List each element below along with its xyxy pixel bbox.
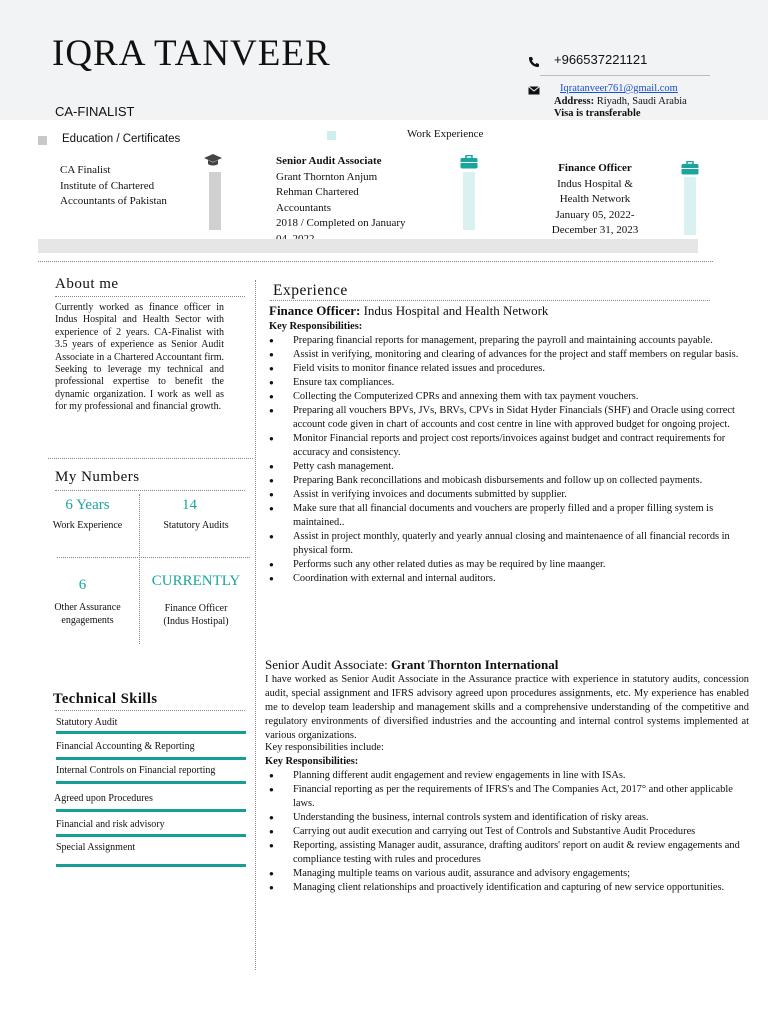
education-heading: Education / Certificates <box>62 133 181 145</box>
skills-heading: Technical Skills <box>53 691 158 707</box>
education-line: CA Finalist <box>60 164 111 176</box>
phone-number[interactable]: +966537221121 <box>554 52 648 67</box>
number-label-line: Other Assurance <box>54 602 121 613</box>
candidate-title: CA-FINALIST <box>55 104 135 119</box>
list-item: ● Assist in project monthly, quaterly and yearly annual closing and maintenaence of all financial records in physical form. <box>266 530 746 558</box>
list-item: ● Coordination with external and internal auditors. <box>266 572 746 586</box>
list-item: ● Collecting the Computerized CPRs and annexing them with tax payment vouchers. <box>266 390 746 404</box>
skill-item: Financial Accounting & Reporting <box>56 741 195 752</box>
candidate-name: IQRA TANVEER <box>52 33 331 74</box>
job2-line: January 05, 2022- <box>555 208 635 221</box>
list-item: ● Preparing all vouchers BPVs, JVs, BRVs, CPVs in Sidat Hyder Financials (SHF) and Oracle using correct account code given in chart of accounts and cost centre in line with approved budget for ongoing project. <box>266 404 746 432</box>
about-heading: About me <box>55 276 119 292</box>
skill-item: Internal Controls on Financial reporting <box>56 765 216 776</box>
numbers-divider <box>55 490 245 491</box>
list-item: ● Understanding the business, internal controls system and identification of risky areas. <box>266 811 746 825</box>
job1-bar <box>463 172 475 230</box>
about-bottom-divider <box>48 458 253 459</box>
list-item: ● Assist in verifying, monitoring and clearing of advances for the project and staff members on regular basis. <box>266 348 746 362</box>
skill-item: Statutory Audit <box>56 717 118 728</box>
key-responsibilities-label: Key Responsibilities: <box>269 321 363 332</box>
senior-audit-heading <box>265 657 558 673</box>
about-text: Currently worked as finance officer in Indus Hospital and Health Sector with experience of 2 years. CA-Finalist with 3.5 years of experience as Senior Audit Associate in a Chartered Accountant firm. Seeking to leverage my technical and professional expertise to benefit the dynamic organization. I work as well as for my professional and financial growth. <box>55 302 224 413</box>
briefcase-icon <box>460 155 478 169</box>
list-item: ● Planning different audit engagement and review engagements in line with ISAs. <box>266 769 746 783</box>
education-line: Institute of Chartered <box>60 179 155 192</box>
education-bar <box>209 172 221 230</box>
job1-line: Rehman Chartered <box>276 186 359 198</box>
job1-title: Senior Audit Associate <box>276 155 382 167</box>
senior-audit-intro: I have worked as Senior Audit Associate in the Assurance practice with experience in statutory audits, concession audit, special assignment and IFRS advisory agreed upon procedures assignments, etc. My experience has enabled me to develop team leadership and management skills and a comprehensive understanding of the competitive and regulatory environments of diversified industries and the accounting and internal control systems implemented at various organizations. <box>265 674 749 741</box>
number-label-line: Finance Officer <box>164 603 228 614</box>
job1-line: 2018 / Completed on January <box>276 217 406 229</box>
list-item: ● Assist in verifying invoices and documents submitted by supplier. <box>266 488 746 502</box>
section-divider-band <box>38 239 698 253</box>
number-label: Statutory Audits <box>163 520 229 531</box>
number-value: CURRENTLY <box>151 573 241 589</box>
dotted-divider <box>38 261 713 262</box>
list-item: ● Make sure that all financial documents and vouchers are properly filled and a proper filling system is maintained.. <box>266 502 746 530</box>
key-responsibilities-include: Key responsibilities include: <box>265 742 384 753</box>
number-value: 6 <box>78 577 87 593</box>
number-value: 14 <box>182 497 197 513</box>
list-item: ● Field visits to monitor finance related issues and procedures. <box>266 362 746 376</box>
work-heading: Work Experience <box>407 128 484 140</box>
list-item: ● Managing client relationships and proactively identification and capturing of new service opportunities. <box>266 881 746 895</box>
senior-audit-label: Senior Audit Associate: <box>265 657 392 672</box>
mail-icon <box>528 86 540 95</box>
list-item: ● Ensure tax compliances. <box>266 376 746 390</box>
skill-bar <box>56 864 246 867</box>
job1-card <box>276 154 406 247</box>
skill-item: Special Assignment <box>56 842 136 853</box>
numbers-grid-h <box>57 557 250 558</box>
skill-bar <box>56 809 246 812</box>
education-marker <box>38 136 47 145</box>
email-link[interactable]: Iqratanveer761@gmail.com <box>560 83 678 94</box>
skill-item: Agreed upon Procedures <box>54 793 153 804</box>
job2-line: Health Network <box>559 193 631 205</box>
job2-title: Finance Officer <box>558 162 632 174</box>
number-label-line: engagements <box>61 614 114 626</box>
numbers-heading: My Numbers <box>55 469 140 485</box>
job2-line: Indus Hospital & <box>557 177 633 190</box>
finance-officer-responsibilities <box>266 334 746 586</box>
senior-audit-responsibilities <box>266 769 746 895</box>
contact-divider <box>540 75 710 76</box>
list-item: ● Managing multiple teams on various audit, assurance and advisory engagements; <box>266 867 746 881</box>
finance-officer-label: Finance Officer: <box>269 303 361 318</box>
skill-bar <box>56 731 246 734</box>
address <box>554 96 687 107</box>
address-label: Address: <box>554 96 595 107</box>
skill-item: Financial and risk advisory <box>56 819 165 830</box>
finance-officer-org: Indus Hospital and Health Network <box>360 303 549 318</box>
list-item: ● Carrying out audit execution and carrying out Test of Controls and Substantive Audit Procedures <box>266 825 746 839</box>
experience-heading: Experience <box>273 282 348 299</box>
job1-line: Accountants <box>276 201 331 214</box>
number-label <box>145 603 247 628</box>
job2-card <box>536 161 654 239</box>
number-value: 6 Years <box>65 497 110 513</box>
number-label <box>40 602 135 627</box>
skills-divider <box>55 710 245 711</box>
list-item: ● Financial reporting as per the requirements of IFRS's and The Companies Act, 2017° and other applicable laws. <box>266 783 746 811</box>
senior-audit-org: Grant Thornton International <box>391 657 559 672</box>
education-card <box>60 163 167 210</box>
visa-status: Visa is transferable <box>554 108 641 119</box>
job2-bar <box>684 177 696 235</box>
list-item: ● Reporting, assisting Manager audit, assurance, drafting auditors' report on audit & review engagements and compliance testing with rules and procedures <box>266 839 746 867</box>
experience-divider <box>270 300 710 301</box>
numbers-grid-v <box>139 494 140 644</box>
education-line: Accountants of Pakistan <box>60 195 167 207</box>
graduation-cap-icon <box>203 153 223 167</box>
skill-bar <box>56 781 246 784</box>
number-label-line: (Indus Hostipal) <box>163 615 229 627</box>
phone-icon <box>528 56 540 68</box>
list-item: ● Performs such any other related duties as may be required by line maanger. <box>266 558 746 572</box>
briefcase-icon <box>681 161 699 175</box>
list-item: ● Preparing Bank reconcillations and mobicash disbursements and follow up on collected payments. <box>266 474 746 488</box>
list-item: ● Petty cash management. <box>266 460 746 474</box>
about-divider <box>55 296 245 297</box>
list-item: ● Preparing financial reports for management, preparing the payroll and maintaining accounts payable. <box>266 334 746 348</box>
key-responsibilities-label: Key Responsibilities: <box>265 756 359 767</box>
skill-bar <box>56 757 246 760</box>
skill-bar <box>56 834 246 837</box>
job1-line: Grant Thornton Anjum <box>276 170 378 183</box>
column-divider <box>255 280 256 970</box>
number-label: Work Experience <box>52 520 123 531</box>
finance-officer-heading <box>269 303 548 319</box>
work-marker <box>327 131 336 140</box>
list-item: ● Monitor Financial reports and project cost reports/invoices against budget and contract requirements for accuracy and consistency. <box>266 432 746 460</box>
address-value: Riyadh, Saudi Arabia <box>596 96 687 107</box>
job2-line: December 31, 2023 <box>551 224 639 236</box>
